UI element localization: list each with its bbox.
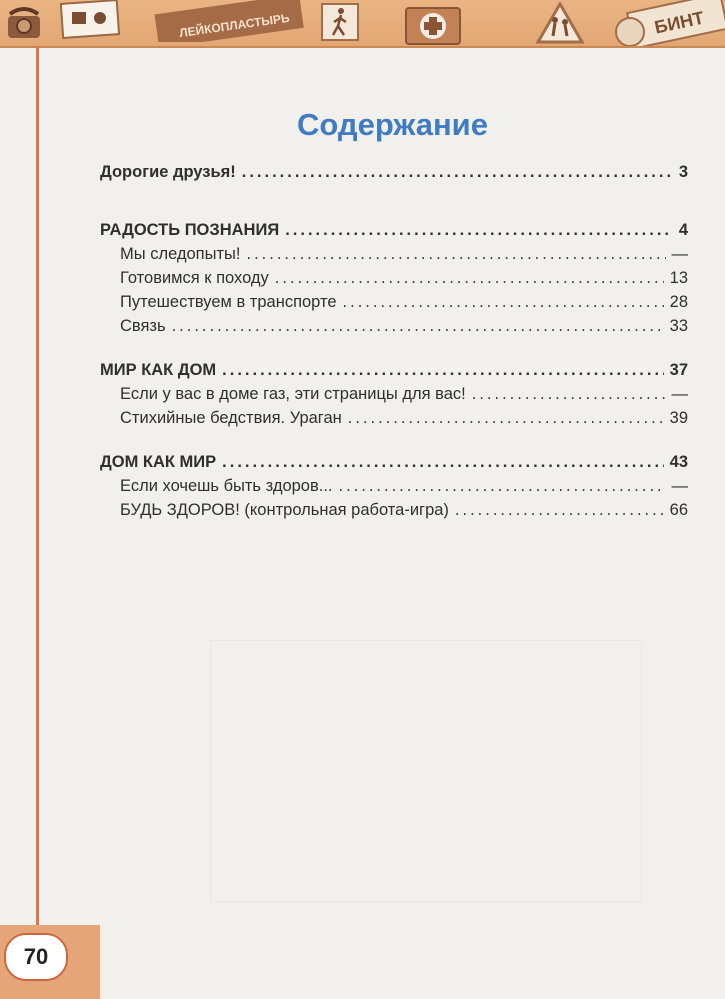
toc-item-row (100, 474, 688, 498)
bandage-label: БИНТ (652, 7, 706, 38)
dot-leader (246, 242, 665, 266)
toc-section-page: 4 (678, 221, 688, 239)
dot-leader (222, 358, 663, 382)
dot-leader (242, 160, 673, 184)
dot-leader (275, 266, 664, 290)
dot-leader (285, 218, 673, 242)
toc-item-label: Если хочешь быть здоров... (120, 477, 333, 495)
toc-item-label: Если у вас в доме газ, эти страницы для вас! (120, 385, 466, 403)
toc-intro-row (100, 160, 688, 184)
toc-section-label: РАДОСТЬ ПОЗНАНИЯ (100, 221, 280, 239)
toc-intro-page: 3 (678, 163, 688, 181)
toc-item-row (100, 498, 688, 522)
toc-item-row (100, 406, 688, 430)
dot-leader (343, 290, 664, 314)
toc-section-page: 43 (669, 453, 688, 471)
bandage-icon (612, 0, 725, 46)
phone-icon (4, 6, 44, 42)
toc-item-row (100, 382, 688, 406)
margin-line (36, 46, 39, 926)
toc-item-page: — (671, 477, 688, 495)
toc-item-label: Готовимся к походу (120, 269, 269, 287)
toc-item-label: Стихийные бедствия. Ураган (120, 409, 342, 427)
toc-item-page: — (671, 245, 688, 263)
page-number: 70 (4, 933, 68, 981)
toc-item-label: Мы следопыты! (120, 245, 241, 263)
toc-item-page: 33 (669, 317, 688, 335)
faint-background-illustration (210, 640, 642, 902)
page-title: Содержание (297, 106, 488, 142)
toc-section-label: ДОМ КАК МИР (100, 453, 217, 471)
plaster-label: ЛЕЙКОПЛАСТЫРЬ (178, 10, 291, 41)
toc-item-row (100, 314, 688, 338)
toc-section-label: МИР КАК ДОМ (100, 361, 217, 379)
toc-section-row (100, 218, 688, 242)
pedestrian-sign-icon (320, 2, 360, 42)
toc-item-page: 28 (669, 293, 688, 311)
toc-section-row (100, 358, 688, 382)
toc-item-label: Путешествуем в транспорте (120, 293, 337, 311)
toc-item-page: 39 (669, 409, 688, 427)
dot-leader (172, 314, 664, 338)
toc-item-label: БУДЬ ЗДОРОВ! (контрольная работа-игра) (120, 501, 449, 519)
toc-item-row (100, 290, 688, 314)
dot-leader (348, 406, 664, 430)
table-of-contents (100, 160, 688, 522)
toc-item-row (100, 242, 688, 266)
dot-leader (472, 382, 666, 406)
sign-icon (60, 0, 120, 40)
toc-item-page: 66 (669, 501, 688, 519)
toc-item-label: Связь (120, 317, 166, 335)
first-aid-kit-icon (400, 0, 466, 46)
top-banner (0, 0, 725, 48)
toc-item-page: — (671, 385, 688, 403)
toc-item-page: 13 (669, 269, 688, 287)
dot-leader (339, 474, 666, 498)
children-crossing-sign-icon (536, 2, 584, 44)
dot-leader (455, 498, 664, 522)
toc-section-row (100, 450, 688, 474)
toc-intro-label: Дорогие друзья! (100, 163, 236, 181)
toc-item-row (100, 266, 688, 290)
dot-leader (222, 450, 663, 474)
toc-section-page: 37 (669, 361, 688, 379)
plaster-icon (150, 0, 310, 42)
